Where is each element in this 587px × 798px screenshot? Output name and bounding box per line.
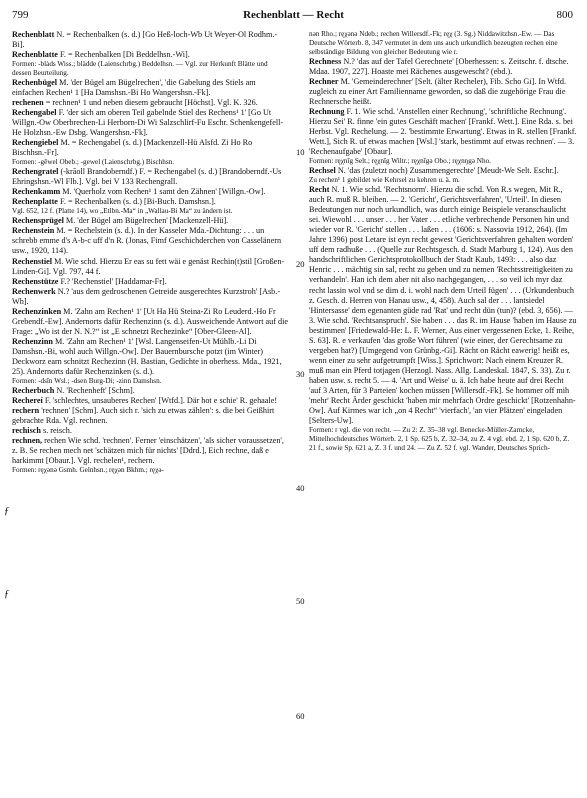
headword: Rechenblatt <box>12 30 55 39</box>
dictionary-entry: Rechenwerk N.? 'aus dem gedroschenen Getreide ausgerechtes Kurzstroh' [Asb.-Wh]. <box>12 286 281 306</box>
entry-note: Formen: ręχənə Gsmh. Gelnhsn.; ręχən Bkhm.; ręχə- <box>12 466 164 475</box>
headword: rechnen, <box>12 436 43 446</box>
line-number: 40 <box>296 483 305 493</box>
headword: Rechness <box>309 56 342 66</box>
dictionary-entry: rechenen = rechnen¹ 1 und neben diesem gebraucht [Höchst]. Vgl. K. 326. <box>12 98 258 108</box>
headword: Rechereí <box>12 396 43 406</box>
headword: Rechsel <box>309 166 336 176</box>
dictionary-entry: rechern 'rechnen' [Schm]. Auch sich r. 'sich zu etwas zählen': s. die bei Geißhirt gebrachte Rda. Vgl. rechnen. <box>12 406 275 426</box>
line-number: 50 <box>296 596 305 606</box>
headword: Rechenstein <box>12 226 55 236</box>
headword: rechenen <box>12 98 44 108</box>
dictionary-entry: Rechenplatte F. = Rechenbalken (s. d.) [Bi-Buch. Damshsn.]. <box>12 197 216 207</box>
headword: Rechengiebel <box>12 138 59 148</box>
dictionary-entry: Rechengabel F. 'der sich am oberen Teil gabelnde Stiel des Rechens¹ 1' [Go Ut Willgn.-Ow Oberbrechen-Li Herborn-Di Wi Salzschlirf-Fu Eschr. Schenkengefell-He Holzhsn.-Ew Dsbg. Wangershsn.-Fk]. <box>12 108 284 138</box>
line-number: 30 <box>296 369 305 379</box>
headword: Rechenkamm <box>12 187 61 197</box>
headword: Rechner <box>309 76 339 86</box>
entry-note: Formen: r vgl. die von recht. — Zu 2: Z. 35–38 vgl. Benecke-Müller-Zarncke, Mittelhochdeutsches Wörterb. 2, 1 Sp. 625 b, Z. 32–34, zu Z. 4 vgl. ebd. 2, 1 Sp. 620 b, Z. 21 f., sowie Sp. 621 a, Z. 3 f. und 24. — Zu Z. 52 f. vgl. Wander, Deutsches Sprich- <box>309 426 570 452</box>
dictionary-entry: Rechenstein M. = Rechelstein (s. d.). In der Kasseler Mda.-Dichtung: . . . un schrebb emme d's A-b-c uff d'n R. (Jonas, Fimf Geschichderchen von Casselänern usw., 1920, 114). <box>12 226 282 256</box>
headword: rechisch <box>12 426 41 436</box>
dictionary-entry: Rechenzinn M. 'Zahn am Rechen¹ 1' [Wsl. Langenseifen-Ut Mühlb.-Li Di Damshsn.-Bi, wohl auch Willgn.-Ow]. Der Bauernbursche potzt (im Winter) Deckworz earn schnitzt Rechezinn (H. Bastian, Gedichte in oberhess. Mda., 1921, 25). Andernorts dafür Rechenzinken (s. d.). <box>12 336 282 377</box>
headword: Recht <box>309 185 330 195</box>
dictionary-entry: Rechensprügel M. 'der Bügel am Bügelrechen' [Mackenzell-Hü]. <box>12 216 229 226</box>
entry-note: Zu rechen¹ 1 gebildet wie Kehrsel zu kehren u. ä. m. <box>309 176 460 185</box>
entry-note: nən Rho.; ręχənə Ndeb.; rechen Willersdf.-Fk; ręχ (3. Sg.) Niddawitzhsn.-Ew. — Das Deutsche Wörterb. 8, 347 vermutet in dem uns auch urkundlich bezeugten rechen eine selbständige Bildung von gleicher Bedeutung wie r. <box>309 30 558 56</box>
headword: Recherbuch <box>12 385 55 395</box>
page-header <box>0 9 587 23</box>
headword: Rechnung <box>309 106 345 116</box>
headword: Rechenzinken <box>12 306 62 316</box>
headword: Rechenbügel <box>12 77 58 87</box>
entry-note: Vgl. 652, 12 f. (Platte 14), wo „Etlbn.-Ma“ in „Wallau-Bi Ma“ zu ändern ist. <box>12 207 233 216</box>
dictionary-entry: Rechenblatte F. = Rechenbalken [Di Beddelhsn.-Wi]. <box>12 50 190 60</box>
line-number: 60 <box>296 711 305 721</box>
dictionary-entry: rechnen, rechen Wie schd. 'rechnen'. Ferner 'einschätzen', 'als sicher voraussetzen', z. B. Se rechen mech net 'schätzen mich für nichts' [Ddrd.], Eich rechne, daß e harkimmt [Obaur.]. Vgl. rechelen¹, rechern. <box>12 436 284 466</box>
dictionary-entry: Recherbuch N. 'Rechenheft' [Schm]. <box>12 385 135 395</box>
dictionary-entry: Rechsel N. 'das (zuletzt noch) Zusammengerechte' [Meudt-We Selt. Eschr.]. <box>309 166 559 176</box>
running-title: Rechenblatt — Recht <box>243 9 344 21</box>
line-number: 10 <box>296 147 305 157</box>
headword: Rechenstütze <box>12 276 59 286</box>
headword: Rechenplatte <box>12 197 58 207</box>
dictionary-entry: Rechenblatt N. = Rechenbalken (s. d.) [Go Heß-loch-Wb Ut Weyer-Ol Rodhm.-Bi]. <box>12 30 278 50</box>
dictionary-entry: Rechenkamm M. 'Querholz vom Rechen¹ 1 samt den Zähnen' [Willgn.-Ow]. <box>12 187 266 197</box>
line-number: 20 <box>296 259 305 269</box>
dictionary-entry: Rechnung F. 1. Wie schd. 'Anstellen einer Rechnung', 'schriftliche Rechnung'. Hierzu Sei' R. finne 'ein gutes Geschäft machen' [Frankf. Wett.]. Eine Rda. s. bei Herbst. Vgl. Rechelung. — 2. 'bestimmte Erwartung'. Etwas in R. stellen [Frankf. Wett.], Sich R. uf etwas machen [Wsl.] 'stark, bestimmt auf etwas rechnen'. — 3. 'Rechenaufgabe' [Obaur]. <box>309 106 577 157</box>
margin-correction-mark: ƒ <box>4 588 10 600</box>
page-number-left: 799 <box>12 9 29 21</box>
headword: Rechenstiel <box>12 256 53 266</box>
dictionary-entry: Rechenzinken M. 'Zahn am Rechen¹ 1' [Ut Ha Hü Steina-Zi Ro Leuderd.-Ho Fr Grebendf.-Ew]. Andernorts dafür Rechenzinn (s. d.). Ausweichende Antwort auf die Frage: „Wo ist der N. N.?“ ist „E schnetzt Rechezinke“ [Ober-Gleen-Al]. <box>12 306 289 336</box>
left-column <box>12 30 288 475</box>
headword: Rechenzinn <box>12 336 53 346</box>
dictionary-entry: Rechengiebel M. = Rechengabel (s. d.) [Mackenzell-Hü Alsfd. Zi Ho Ro Bischhsn.-Fr]. <box>12 138 253 158</box>
dictionary-entry: Rechereí F. 'schlechtes, unsauberes Rechen' [Wtfd.]. Där hot e schie' R. gehaale! <box>12 396 278 406</box>
dictionary-entry: Rechenbügel M. 'der Bügel am Bügelrechen', 'die Gabelung des Stiels am einfachen Rechen¹ 1 [Ha Damshsn.-Bi Ho Wangershsn.-Fk]. <box>12 77 256 97</box>
dictionary-entry: Recht N. 1. Wie schd. 'Rechtsnorm'. Hierzu die schd. Von R.s wegen, Mit R., auch R. muß R. bleiben. — 2. 'Gericht', Gerichtsverfahren', 'Urteil'. In diesen Bedeutungen nur noch urkundlich, was durch einige Beispiele veranschaulicht sei. Wiewohl . . . unser . . . her Vater . . . etliche verbrechende Personen hin und wieder vor R. 'Gericht' stellen . . . laßen . . . (1606: s. Nassovia 1912, 264). (Im Jahre 1396) post Letare ist eyn recht gewest 'Gerichtsverfahren gehalten worden' uff dem radhuße . . . (Quelle zur Rechtsgesch. d. Stadt Marburg 1, 124). Aus den handschriftlichen Gerichtsprotokollbuch der Stadt Kaub, 1493: . . . also daz Henric . . . mächtig sin sal, recht zu geben und zu nemen 'Rechtsstreitigkeiten zu verhandeln'. Han ich dem aber nit also nachgegangen, . . . so veil ich myr daz recht lassin wol vnd se dim d. i. wohl nach dem Urteil fügen' . . . (Urkundenbuch z. Gesch. d. Herren von Hanau usw., 4, 458). Auch sal der . . . lantsiedel 'Hintersasse' dem egenanten güde rad 'Rat' und recht dün (tun)? (ebd. 3, 656). — 3. Wie schd. 'Rechtsanspruch'. Sie haben . . . das R. im Hause 'haben im Hause zu bestimmen' [Friedewald-He: L. F. Werner, Aus einer vergessenen Ecke, 1. Reihe, S. 63]. R. e verkaufen 'das große Wort führen' (wie einer, der Gerechtsame zu vergeben hat?) [Umgegend von Grünbg.-Gi]. Rächt on Rächt eawerig! heißt es, wenn einer zu sehr aufgetrumpft [Wiss.]. Sprichwort: Nach einem Kreuzer R. muß man ein Pferd totjagen (Herzogl. Nass. Allg. Landeskal. 1847, S. 33). Zu r. haben usw. s. recht 5. — 4. 'Art und Weise' u. ä. Ich habe heute auf drei Recht 'auf 3 Arten, für 3 Parteien' kochen müssen [Willersdf.-Fk]. Se hommer off mih 'mehr' Recht Ärder geschickt 'haben mir mehrfach Ordre geschickt' [Rotzenhahn-Ow]. Auf Kirmes war ich „on 4 Recht“ 'vierfach', 'an vier Plätzen' eingeladen [Selters-Uw]. <box>309 185 577 426</box>
headword: Rechenblatte <box>12 50 58 60</box>
headword: Rechensprügel <box>12 216 64 226</box>
right-column <box>309 30 577 453</box>
headword: Rechengabel <box>12 108 57 118</box>
dictionary-entry: Rechenstütze F.? 'Rechenstiel' [Haddamar-Fr]. <box>12 276 167 286</box>
margin-correction-mark: ƒ <box>4 505 10 517</box>
entry-note: Formen: -gēwel Obeb.; -gewel (Laienschrbg.) Bischhsn. <box>12 158 175 167</box>
entry-note: Formen: ręχnīg Selt.; ręχnīg Wiltr.; ręχnīgə Obo.; ręχnŋgə Nho. <box>309 157 491 166</box>
entry-note: Formen: -dsīn Wsl.; -dsen Burg-Di; -zinn Damshsn. <box>12 377 162 386</box>
entry-note: Formen: -blȧds Wiss.; blädde (Laienschrbg.) Beddelhsn. — Vgl. zur Herkunft Blätte und dessen Beurteilung. <box>12 60 268 78</box>
dictionary-entry: Rechness N.? 'das auf der Tafel Gerechnete' [Oberhessen: s. Zeitschr. f. dtsche. Mdaa. 1907, 227]. Hoaste mei Rächenes ausgewescht? (ebd.). <box>309 56 569 76</box>
headword: Rechenwerk <box>12 286 56 296</box>
dictionary-entry: Rechenstiel M. Wie schd. Hierzu Er eas su fett wäi e genäst Rechin(t)stil [Großen-Linden-Gi]. Vgl. 797, 44 f. <box>12 256 285 276</box>
dictionary-entry: rechisch s. reisch. <box>12 426 72 436</box>
headword: Rechengratel <box>12 167 59 177</box>
page-number-right: 800 <box>556 9 573 21</box>
dictionary-entry: Rechengratel (-krāoll Brandoberndf.) F. = Rechengabel (s. d.) [Brandoberndf.-Us Ehringshsn.-Wl Flb.]. Vgl. bei V 133 Rechengrall. <box>12 167 282 187</box>
dictionary-entry: Rechner M. 'Gemeinderechner' [Selt. (älter Recheler), Fib. Scho Gi]. In Wtfd. zugleich zu einer Art Familienname geworden, so daß die zugehörige Frau die Rechnersche heißt. <box>309 76 566 106</box>
headword: rechern <box>12 406 40 416</box>
